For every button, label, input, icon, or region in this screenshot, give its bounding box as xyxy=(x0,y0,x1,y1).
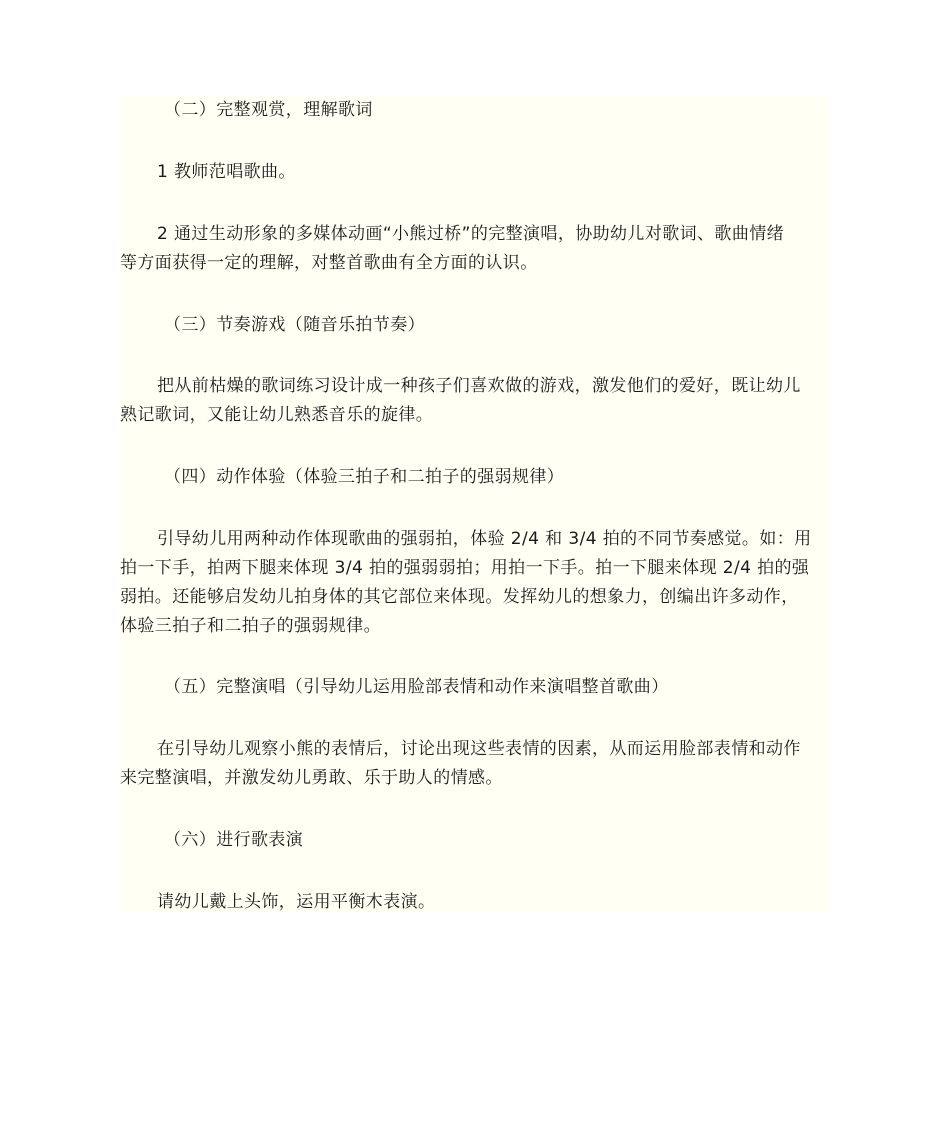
section-heading-2: （二）完整观赏，理解歌词 xyxy=(164,100,373,120)
paragraph xyxy=(120,372,828,430)
paragraph-line: 熟记歌词，又能让幼儿熟悉音乐的旋律。 xyxy=(120,405,434,425)
section-heading-4: （四）动作体验（体验三拍子和二拍子的强弱规律） xyxy=(164,467,565,487)
paragraph-line: 引导幼儿用两种动作体现歌曲的强弱拍，体验 2/4 和 3/4 拍的不同节奏感觉。如：用 xyxy=(157,529,812,549)
paragraph-line: 请幼儿戴上头饰，运用平衡木表演。 xyxy=(157,892,436,912)
paragraph-line: 弱拍。还能够启发幼儿拍身体的其它部位来体现。发挥幼儿的想象力，创编出许多动作， xyxy=(120,587,799,607)
paragraph-line: 2 通过生动形象的多媒体动画“小熊过桥”的完整演唱，协助幼儿对歌词、歌曲情绪 xyxy=(157,224,785,244)
paragraph-line: 体验三拍子和二拍子的强弱规律。 xyxy=(120,616,381,636)
paragraph-line: 1 教师范唱歌曲。 xyxy=(157,162,296,182)
section-heading-5: （五）完整演唱（引导幼儿运用脸部表情和动作来演唱整首歌曲） xyxy=(164,677,669,697)
paragraph xyxy=(120,525,828,641)
section-heading-6: （六）进行歌表演 xyxy=(164,830,304,850)
paragraph-line: 等方面获得一定的理解，对整首歌曲有全方面的认识。 xyxy=(120,253,538,273)
paragraph-line: 把从前枯燥的歌词练习设计成一种孩子们喜欢做的游戏，激发他们的爱好，既让幼儿 xyxy=(157,376,801,396)
paragraph xyxy=(120,220,828,278)
paragraph-line: 来完整演唱，并激发幼儿勇敢、乐于助人的情感。 xyxy=(120,768,503,788)
paragraph xyxy=(120,735,828,793)
paragraph-line: 拍一下手，拍两下腿来体现 3/4 拍的强弱弱拍；用拍一下手。拍一下腿来体现 2/4 拍的强 xyxy=(120,558,810,578)
paragraph xyxy=(120,158,828,187)
section-heading-3: （三）节奏游戏（随音乐拍节奏） xyxy=(164,315,425,335)
paragraph-line: 在引导幼儿观察小熊的表情后，讨论出现这些表情的因素，从而运用脸部表情和动作 xyxy=(157,739,801,759)
paragraph xyxy=(120,888,828,917)
document-body xyxy=(120,96,828,912)
